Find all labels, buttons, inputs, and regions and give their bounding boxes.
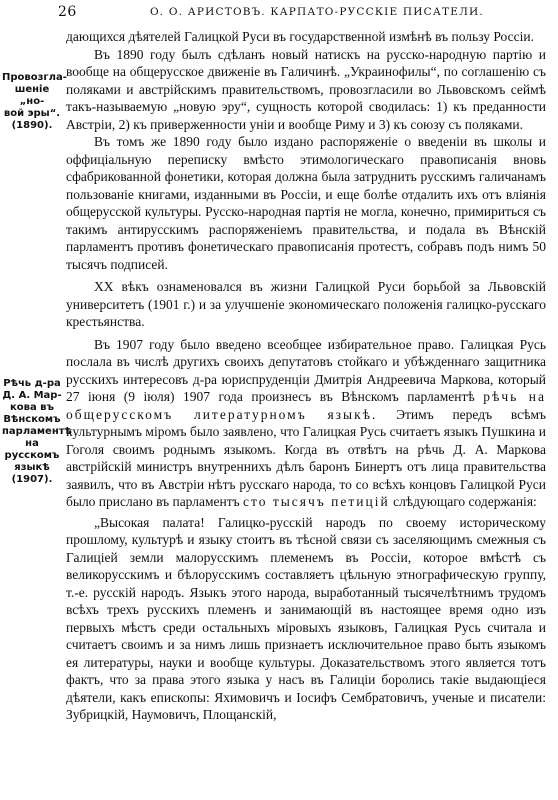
paragraph-continuation: дающихся дѣятелей Галицкой Руси въ государственной измѣнѣ въ пользу Россіи.: [66, 29, 534, 44]
paragraph-markov-part: слѣдующаго содержанія:: [393, 494, 537, 509]
page-header: [0, 2, 558, 24]
paragraph-petition-quote: „Высокая палата! Галицко-русскій народъ по своему историческому прошлому, культурѣ и языку стоитъ въ тѣсной связи съ заселяющимъ смежныя съ Галиціей земли малорусскимъ племенемъ въ Россіи, которое вмѣстѣ съ великорусскимъ и бѣлорусскимъ составляетъ цѣльную этнографическую группу, т.-е. русскій народъ. Языкъ этого народа, выработанный тысячелѣтнимъ трудомъ всѣхъ трехъ русскихъ племенъ и занимающій въ настоящее время одно изъ первыхъ мѣстъ среди остальныхъ міровыхъ языковъ, Галицкая Русь считала и считаетъ своимъ и за нимъ лишь признаетъ исключительное право быть языкомъ ея литературы, науки и вообще культуры. Доказательствомъ этого является тотъ фактъ, что за права этого языка у насъ въ Галиціи боролись такіе выдающіеся дѣятели, какъ епископы: Яхимовичъ и Іосифъ Сембратовичъ, ученые и писатели: Зубрицкій, Наумовичъ, Площанскій,: [66, 514, 546, 722]
paragraph-markov-part: Этимъ передъ всѣмъ культурнымъ міромъ было заявлено, что Галицкая Русь считаетъ языкъ Пушкина и Гоголя своимъ роднымъ языкомъ. Когда въ отвѣтъ на рѣчь Д. А. Маркова австрійскій министръ внутреннихъ дѣлъ баронъ Бинертъ отъ лица правительства заявилъ, что въ Австріи нѣтъ русскаго народа, то со всѣхъ концовъ Галицкой Руси было прислано въ парламентъ: [66, 406, 546, 509]
paragraph-university: XX вѣкъ ознаменовался въ жизни Галицкой Руси борьбой за Львовскій университетъ (1901 г.) и за улучшеніе экономическаго положенія галицко-русскаго крестьянства.: [66, 279, 546, 329]
paragraph-phonetics: Въ томъ же 1890 году было издано распоряженіе о введеніи въ школы и оффиціальную переписку вмѣсто этимологическаго правописанія вновь сфабрикованной фонетики, которая должна была затруднить русскимъ галичанамъ пользованіе книгами, изданными въ Россіи, и еще болѣе отдалить ихъ отъ вліянія общерусской культуры. Русско-народная партія не могла, конечно, примириться съ такимъ антирусскимъ распоряженіемъ правительства, и подала въ Вѣнскій парламентъ противъ фонетическаго правописанія протестъ, собравъ подъ нимъ 50 тысячъ подписей.: [66, 134, 546, 272]
margin-note-line: кова въ: [9, 402, 55, 413]
margin-note-line: (1907).: [11, 474, 53, 485]
margin-note-line: (1890).: [11, 120, 53, 131]
margin-note-line: на русскомъ: [4, 438, 60, 461]
margin-note-line: Провозгла-: [2, 72, 67, 83]
running-title: О. О. АРИСТОВЪ. КАРПАТО-РУССКІЕ ПИСАТЕЛИ.: [150, 6, 484, 18]
body-text: [66, 28, 546, 724]
margin-note-line: Вѣнскомъ: [3, 414, 61, 425]
margin-note-line: языкѣ: [14, 462, 50, 473]
page-number: 26: [58, 4, 77, 20]
paragraph-new-era: Въ 1890 году былъ сдѣланъ новый натискъ на русско-народную партію и вообще на общерусское движеніе въ Галичинѣ. „Украинофилы“, по соглашенію съ поляками и австрійскимъ правительствомъ, провозгласили во Львовскомъ сеймѣ такъ-называемую „новую эру“, сущность которой сводилась: 1) къ преданности Австріи, 2) къ приверженности уніи и вообще Риму и 3) къ союзу съ поляками.: [66, 46, 546, 132]
margin-note-line: Д. А. Мар-: [2, 390, 62, 401]
emphasis-spaced: рѣчь на общерусскомъ литературномъ языкѣ.: [66, 389, 547, 422]
emphasis-spaced: сто тысячъ петицій: [243, 494, 390, 509]
paragraph-markov: [66, 336, 546, 511]
margin-note-line: парламентѣ: [2, 426, 72, 437]
margin-note-line: шеніе „но-: [14, 84, 50, 107]
margin-note-line: вой эры“.: [3, 108, 61, 119]
margin-note-new-era: [2, 72, 67, 132]
paragraph-markov-part: Въ 1907 году было введено всеобщее избирательное право. Галицкая Русь послала въ числѣ другихъ своихъ депутатовъ стойкаго и убѣжденнаго защитника русскихъ интересовъ д-ра юриспруденціи Дмитрія Андреевича Маркова, который 27 іюня (9 іюля) 1907 года произнесъ въ Вѣнскомъ парламентѣ: [66, 336, 546, 404]
margin-note-line: Рѣчь д-ра: [3, 378, 61, 389]
margin-note-markov-speech: [2, 378, 72, 486]
